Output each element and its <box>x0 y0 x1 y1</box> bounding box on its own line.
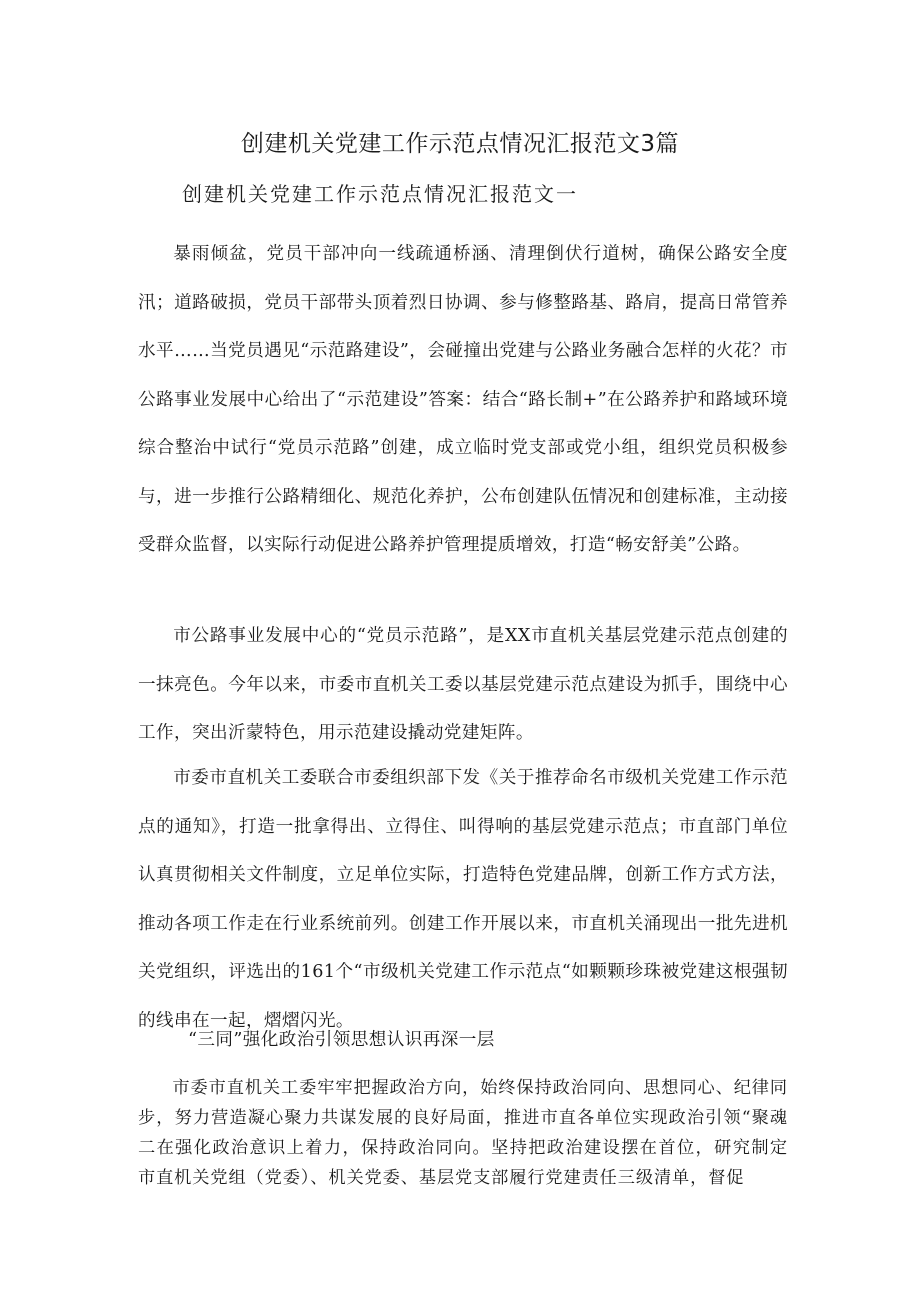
paragraph-1: 暴雨倾盆，党员干部冲向一线疏通桥涵、清理倒伏行道树，确保公路安全度汛；道路破损，党员干部带头顶着烈日协调、参与修整路基、路肩，提高日常管养水平……当党员遇见“示范路建设”，会碰撞出党建与公路业务融合怎样的火花？市公路事业发展中心给出了“示范建设”答案：结合“路长制+”在公路养护和路域环境综合整治中试行“党员示范路”创建，成立临时党支部或党小组，组织党员积极参与，进一步推行公路精细化、规范化养护，公布创建队伍情况和创建标准，主动接受群众监督，以实际行动促进公路养护管理提质增效，打造“畅安舒美”公路。 <box>138 244 788 555</box>
paragraph-2: 市公路事业发展中心的“党员示范路”，是XX市直机关基层党建示范点创建的一抹亮色。今年以来，市委市直机关工委以基层党建示范点建设为抓手，围绕中心工作，突出沂蒙特色，用示范建设撬动党建矩阵。 <box>138 626 788 743</box>
paragraph-4: 市委市直机关工委牢牢把握政治方向，始终保持政治同向、思想同心、纪律同步，努力营造凝心聚力共谋发展的良好局面，推进市直各单位实现政治引领“聚魂二在强化政治意识上着力，保持政治同向。坚持把政治建设摆在首位，研究制定市直机关党组（党委）、机关党委、基层党支部履行党建责任三级清单，督促 <box>138 1078 788 1188</box>
paragraph-3: 市委市直机关工委联合市委组织部下发《关于推荐命名市级机关党建工作示范点的通知》，打造一批拿得出、立得住、叫得响的基层党建示范点；市直部门单位认真贯彻相关文件制度，立足单位实际，打造特色党建品牌，创新工作方式方法，推动各项工作走在行业系统前列。创建工作开展以来，市直机关涌现出一批先进机关党组织，评选出的161个“市级机关党建工作示范点“如颗颗珍珠被党建这根强韧的线串在一起，熠熠闪光。 <box>138 768 788 1031</box>
document-title: 创建机关党建工作示范点情况汇报范文3篇 <box>240 131 680 157</box>
section-heading: 创建机关党建工作示范点情况汇报范文一 <box>182 182 578 206</box>
sub-heading: “三同”强化政治引领思想认识再深一层 <box>188 1030 495 1050</box>
